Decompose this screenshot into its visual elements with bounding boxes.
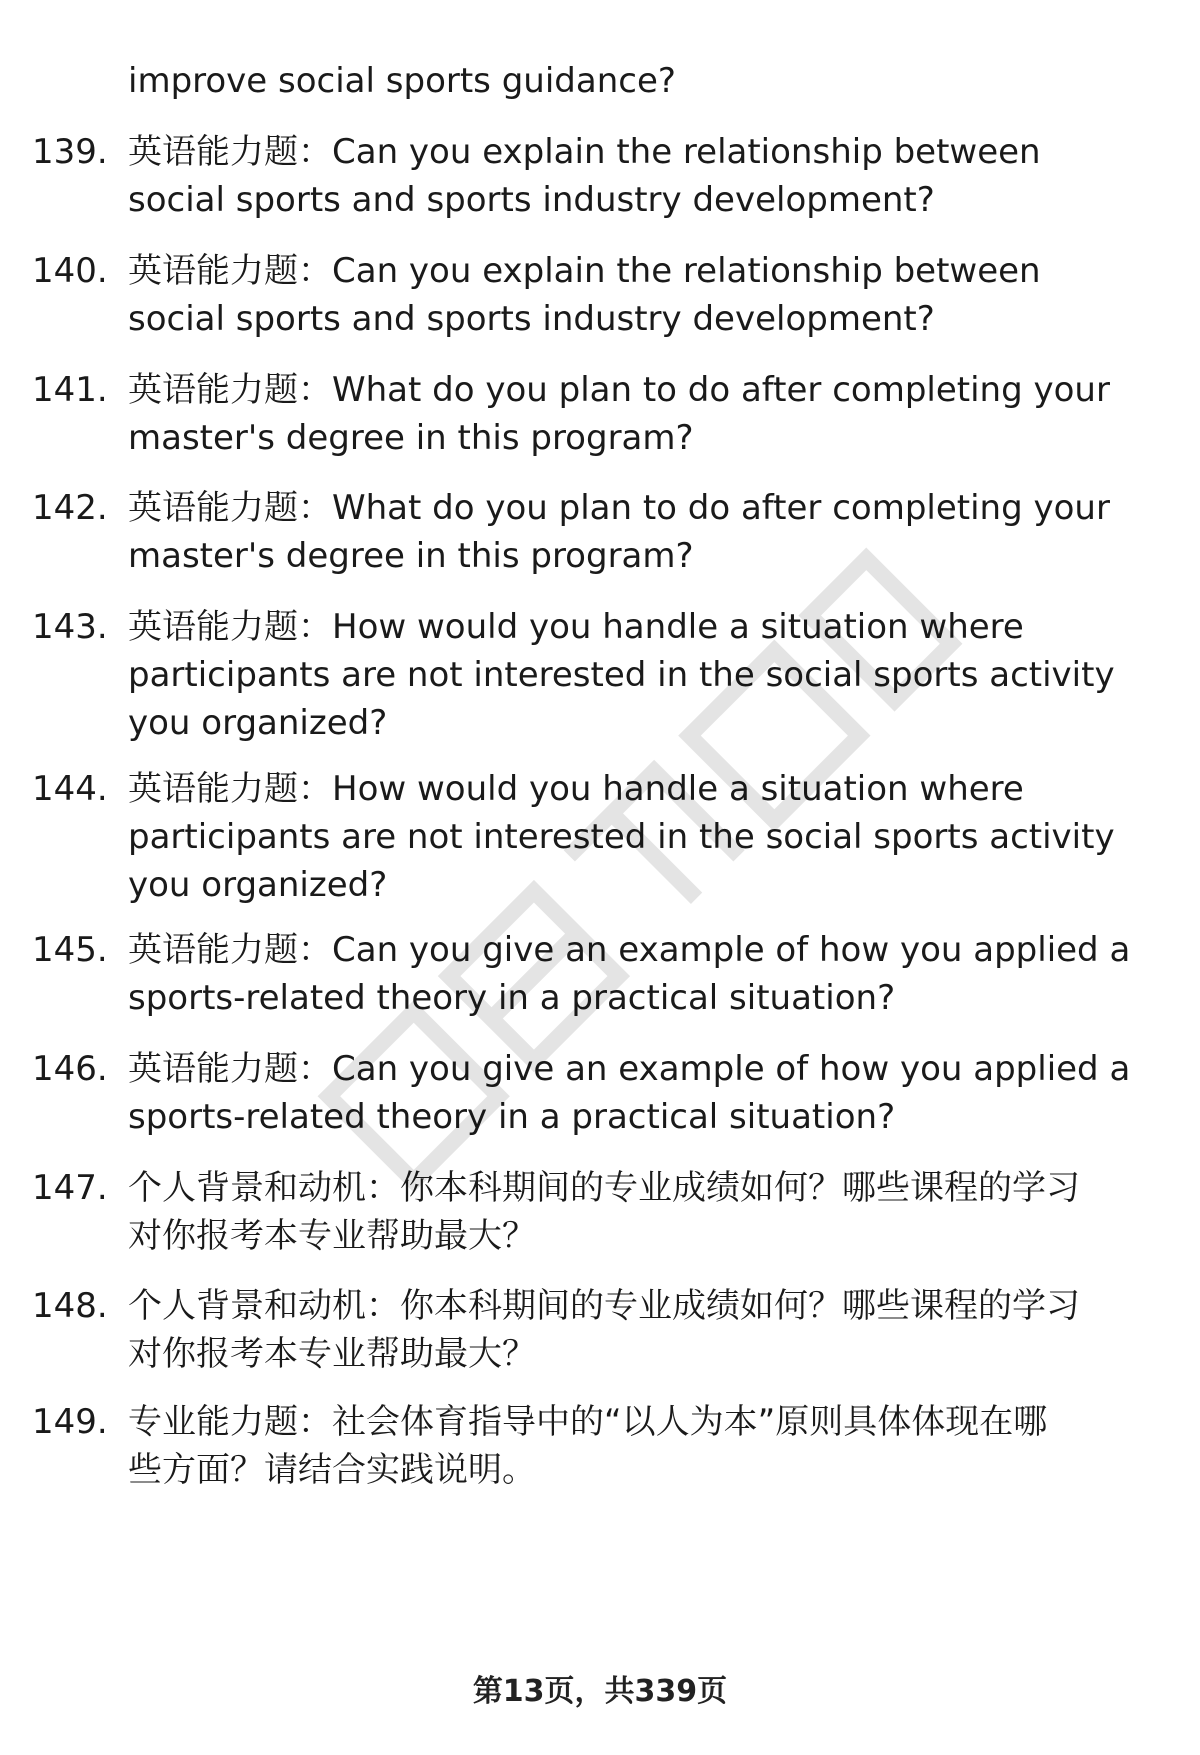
question-text: 英语能力题：Can you give an example of how you applied a sports-related theory in a practical situation?	[128, 1049, 1131, 1137]
question-number: 145.	[32, 930, 108, 970]
question-text: 个人背景和动机：你本科期间的专业成绩如何？哪些课程的学习 对你报考本专业帮助最大？	[128, 1168, 1080, 1256]
page-footer: 第13页，共339页	[472, 1674, 728, 1709]
question-number: 142.	[32, 488, 108, 528]
question-number: 139.	[32, 132, 108, 172]
question-text: 英语能力题：How would you handle a situation where participants are not interested in the social sports activity you organized?	[128, 607, 1115, 743]
question-number: 146.	[32, 1049, 108, 1089]
question-number: 143.	[32, 607, 108, 647]
question-text: 英语能力题：Can you explain the relationship between social sports and sports industry development?	[128, 251, 1041, 339]
question-number: 144.	[32, 769, 108, 809]
question-text: 专业能力题：社会体育指导中的“以人为本”原则具体体现在哪 些方面？请结合实践说明。	[128, 1402, 1048, 1490]
question-number: 147.	[32, 1168, 108, 1208]
continuation-text: improve social sports guidance?	[128, 61, 676, 101]
question-number: 149.	[32, 1402, 108, 1442]
question-text: 英语能力题：What do you plan to do after completing your master's degree in this program?	[128, 370, 1110, 458]
question-text: 英语能力题：How would you handle a situation where participants are not interested in the social sports activity you organized?	[128, 769, 1115, 905]
question-number: 141.	[32, 370, 108, 410]
question-text: 英语能力题：Can you give an example of how you applied a sports-related theory in a practical situation?	[128, 930, 1131, 1018]
question-text: 英语能力题：What do you plan to do after completing your master's degree in this program?	[128, 488, 1110, 576]
question-number: 148.	[32, 1286, 108, 1326]
question-text: 英语能力题：Can you explain the relationship between social sports and sports industry development?	[128, 132, 1041, 220]
question-text: 个人背景和动机：你本科期间的专业成绩如何？哪些课程的学习 对你报考本专业帮助最大？	[128, 1286, 1080, 1374]
question-number: 140.	[32, 251, 108, 291]
